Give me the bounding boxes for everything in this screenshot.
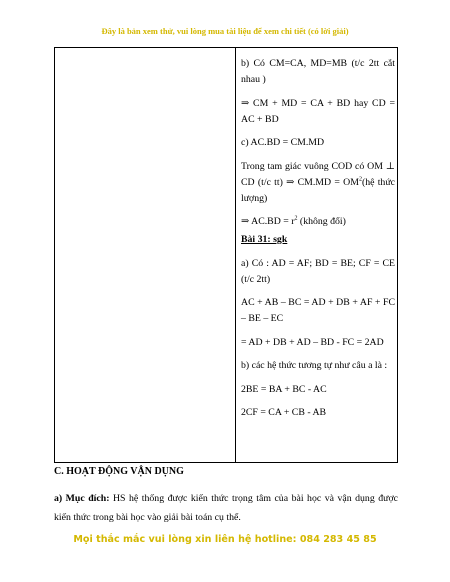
text-fragment: (hệ thức lượng)	[241, 176, 395, 204]
text-line: b) Có CM=CA, MD=MB (t/c 2tt cắt nhau )	[241, 58, 395, 85]
exercise-heading: Bài 31: sgk	[241, 234, 288, 245]
text-line: b) các hệ thức tương tự như câu a là :	[241, 360, 388, 371]
text-line: 2CF = CA + CB - AB	[241, 407, 327, 418]
table-right-cell	[241, 56, 395, 429]
text-line: AC + AB – BC = AD + DB + AF + FC – BE – EC	[241, 297, 395, 324]
text-line: ⇒ CM + MD = CA + BD hay CD = AC + BD	[241, 97, 395, 125]
table-column-divider	[235, 48, 236, 462]
hotline-banner: Mọi thắc mắc vui lòng xin liên hệ hotline: 084 283 45 85	[73, 534, 377, 545]
purpose-text: HS hệ thống được kiến thức trọng tâm của bài học và vận dụng được kiến thức trong bài học vào giải bài toán cụ thể.	[54, 493, 398, 523]
text-fragment: (không đổi)	[297, 216, 346, 227]
text-line	[241, 214, 395, 230]
text-line: c) AC.BD = CM.MD	[241, 137, 325, 148]
superscript: 2	[358, 176, 362, 183]
text-fragment: ⇒ AC.BD = r	[241, 216, 295, 227]
purpose-paragraph	[54, 489, 398, 527]
purpose-label: a) Mục đích:	[54, 493, 110, 504]
text-line: a) Có : AD = AF; BD = BE; CF = CE (t/c 2tt)	[241, 257, 395, 285]
content-table	[54, 47, 398, 463]
text-line: 2BE = BA + BC - AC	[241, 383, 327, 395]
section-title: C. HOẠT ĐỘNG VẬN DỤNG	[54, 466, 184, 477]
text-line: = AD + DB + AD – BD - FC = 2AD	[241, 336, 384, 348]
preview-banner: Đây là bản xem thử, vui lòng mua tài liệu để xem chi tiết (có lời giải)	[101, 26, 349, 36]
text-fragment: Trong tam giác vuông COD có OM ⊥ CD (t/c tt) ⇒ CM.MD = OM	[241, 160, 395, 188]
superscript: 2	[294, 215, 298, 222]
text-line	[241, 159, 395, 207]
